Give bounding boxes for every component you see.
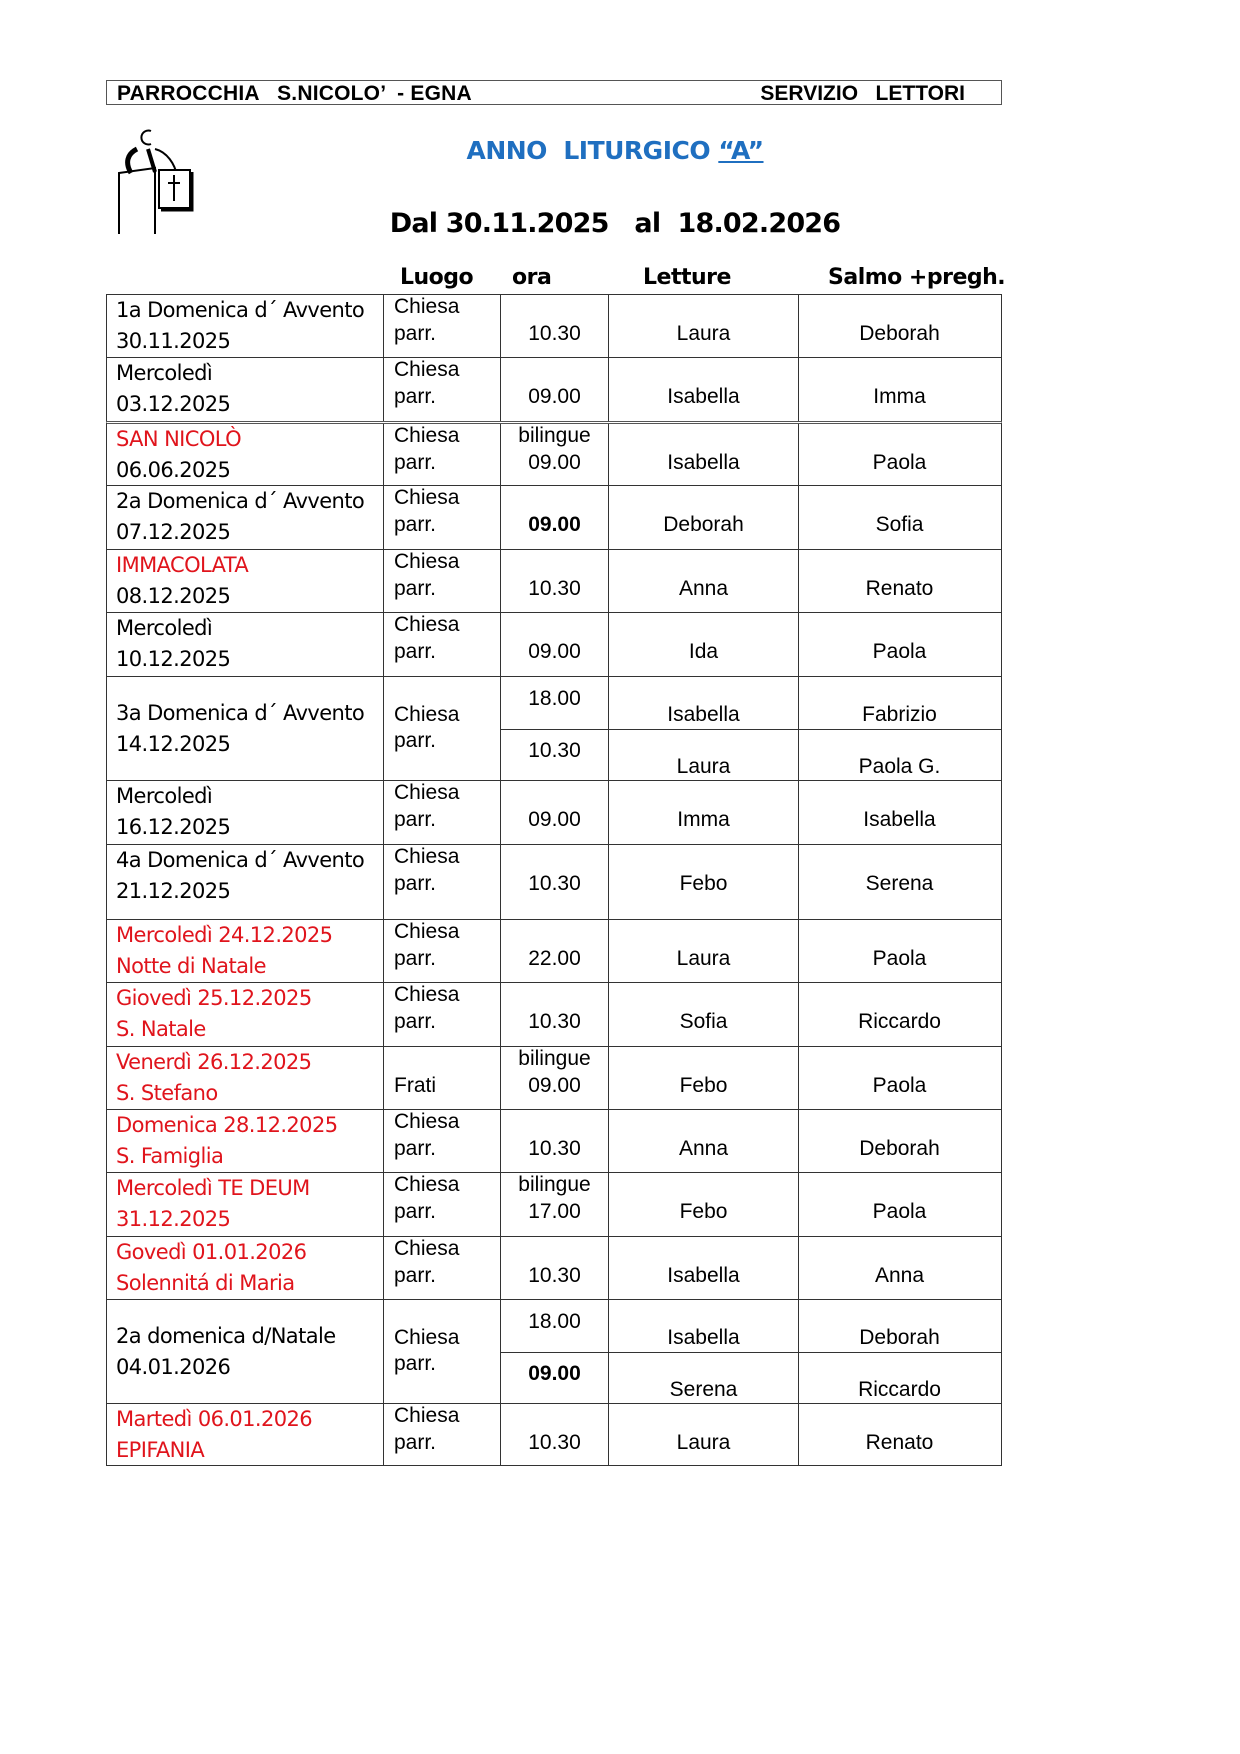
table-row [106, 1109, 1002, 1172]
place-line-1: Chiesa [394, 613, 460, 636]
mass-time: 10.30 [528, 739, 581, 762]
psalm-cell [799, 1237, 1000, 1299]
title-prefix: ANNO LITURGICO [466, 136, 719, 165]
reader-cell [609, 920, 799, 982]
parish-name: PARROCCHIA S.NICOLO’ - EGNA [117, 82, 472, 105]
reader-name: Febo [679, 872, 728, 895]
event-cell [107, 613, 384, 676]
place-cell [384, 677, 501, 780]
place-cell [384, 295, 501, 357]
event-cell [107, 1300, 384, 1403]
event-date: 30.11.2025 [116, 329, 231, 353]
time-cell [501, 1173, 609, 1236]
psalm-reader-name: Imma [873, 385, 926, 408]
mass-time: 10.30 [528, 322, 581, 345]
event-name: 3a Domenica d´ Avvento [116, 701, 365, 725]
psalm-cell [799, 845, 1000, 919]
event-date: 21.12.2025 [116, 879, 231, 903]
place-line-1: Chiesa [394, 486, 460, 509]
event-cell [107, 358, 384, 421]
event-date: 08.12.2025 [116, 584, 231, 608]
table-row [106, 421, 1002, 485]
place-cell [384, 781, 501, 844]
psalm-cell [799, 550, 1000, 612]
language-note: bilingue [518, 1047, 591, 1070]
psalm-reader-name: Paola [872, 1074, 927, 1097]
psalm-cell [799, 781, 1000, 844]
time-cell [501, 1404, 609, 1465]
reader-name: Laura [676, 322, 731, 345]
table-row [106, 294, 1002, 357]
reader-cell [609, 845, 799, 919]
place-line-2: parr. [394, 1352, 437, 1375]
mass-time: 10.30 [528, 577, 581, 600]
event-cell [107, 983, 384, 1046]
time-cell [501, 781, 609, 844]
place-line-1: Chiesa [394, 1404, 460, 1427]
event-name: Martedì 06.01.2026 [116, 1407, 313, 1431]
time-cell [501, 1110, 609, 1172]
reader-cell [609, 550, 799, 612]
psalm-reader-name: Sofia [875, 513, 924, 536]
header-bar [106, 80, 1002, 105]
event-name: 2a Domenica d´ Avvento [116, 489, 365, 513]
time-cell [501, 424, 609, 485]
place-line-1: Chiesa [394, 1326, 460, 1349]
place-cell [384, 1404, 501, 1465]
time-cell [501, 613, 609, 676]
psalm-cell [799, 358, 1000, 421]
place-line-2: parr. [394, 729, 437, 752]
reader-at-lectern-icon [115, 128, 205, 238]
reader-name: Anna [678, 577, 729, 600]
place-line-2: parr. [394, 947, 437, 970]
place-cell [384, 1237, 501, 1299]
place-line-1: Chiesa [394, 424, 460, 447]
event-cell [107, 677, 384, 780]
mass-time: 18.00 [528, 687, 581, 710]
event-name: IMMACOLATA [116, 553, 249, 577]
table-row [106, 1172, 1002, 1236]
reader-name: Serena [669, 1378, 738, 1401]
mass-time: 09.00 [528, 640, 581, 663]
place-line-2: parr. [394, 451, 437, 474]
event-name: Govedì 01.01.2026 [116, 1240, 307, 1264]
reader-cell [609, 1404, 799, 1465]
table-row [106, 612, 1002, 676]
place-cell [384, 613, 501, 676]
place-cell [384, 550, 501, 612]
place-line-2: parr. [394, 1431, 437, 1454]
event-name: 1a Domenica d´ Avvento [116, 298, 365, 322]
psalm-cell [799, 295, 1000, 357]
reader-name: Laura [676, 947, 731, 970]
reader-name: Anna [678, 1137, 729, 1160]
psalm-reader-name: Paola [872, 640, 927, 663]
table-row [106, 549, 1002, 612]
psalm-cell [799, 1110, 1000, 1172]
place-cell [384, 424, 501, 485]
place-line-2: Frati [394, 1074, 436, 1097]
place-cell [384, 1047, 501, 1109]
table-row [106, 919, 1002, 982]
event-date: 10.12.2025 [116, 647, 231, 671]
place-line-1: Chiesa [394, 550, 460, 573]
service-name: SERVIZIO LETTORI [760, 82, 965, 105]
psalm-reader-name: Renato [865, 1431, 934, 1454]
place-cell [384, 1300, 501, 1403]
column-header-ora: ora [512, 265, 552, 290]
time-cell [501, 550, 609, 612]
reader-cell [609, 613, 799, 676]
reader-cell [609, 486, 799, 549]
event-name: Mercoledì [116, 784, 213, 808]
reader-cell [609, 781, 799, 844]
psalm-reader-name: Paola [872, 947, 927, 970]
reader-cell [609, 358, 799, 421]
column-header-salmo: Salmo +pregh. [828, 265, 1006, 290]
language-note: bilingue [518, 1173, 591, 1196]
psalm-cell [799, 1173, 1000, 1236]
place-cell [384, 845, 501, 919]
place-line-2: parr. [394, 322, 437, 345]
psalm-cell [799, 920, 1000, 982]
event-cell [107, 920, 384, 982]
event-cell [107, 781, 384, 844]
place-line-2: parr. [394, 1200, 437, 1223]
mass-time: 18.00 [528, 1310, 581, 1333]
place-line-2: parr. [394, 385, 437, 408]
reader-name: Isabella [667, 703, 740, 726]
psalm-reader-name: Deborah [859, 322, 940, 345]
event-date: 07.12.2025 [116, 520, 231, 544]
psalm-reader-name: Paola [872, 451, 927, 474]
reader-cell [609, 1237, 799, 1299]
place-line-1: Chiesa [394, 983, 460, 1006]
psalm-cell [799, 486, 1000, 549]
event-date: Notte di Natale [116, 954, 266, 978]
psalm-reader-name: Paola G. [858, 755, 941, 778]
event-date: 31.12.2025 [116, 1207, 231, 1231]
place-line-2: parr. [394, 513, 437, 536]
mass-time: 10.30 [528, 1264, 581, 1287]
reader-name: Isabella [667, 385, 740, 408]
psalm-reader-name: Serena [865, 872, 934, 895]
place-line-1: Chiesa [394, 1110, 460, 1133]
mass-time: 10.30 [528, 1431, 581, 1454]
table-row [106, 485, 1002, 549]
place-line-2: parr. [394, 808, 437, 831]
event-name: Mercoledì [116, 616, 213, 640]
mass-time: 09.00 [528, 385, 581, 408]
event-date: Solennitá di Maria [116, 1271, 295, 1295]
reader-cell [609, 1110, 799, 1172]
table-row [106, 357, 1002, 421]
place-line-1: Chiesa [394, 358, 460, 381]
event-name: Giovedì 25.12.2025 [116, 986, 312, 1010]
row-split-divider [501, 1352, 1001, 1353]
psalm-reader-name: Renato [865, 577, 934, 600]
table-row [106, 1236, 1002, 1299]
time-cell [501, 358, 609, 421]
event-cell [107, 1404, 384, 1465]
time-cell [501, 920, 609, 982]
time-cell [501, 845, 609, 919]
psalm-cell [799, 1047, 1000, 1109]
event-name: Mercoledì [116, 361, 213, 385]
reader-name: Isabella [667, 1326, 740, 1349]
place-cell [384, 1173, 501, 1236]
table-row [106, 982, 1002, 1046]
reader-cell [609, 1173, 799, 1236]
event-date: S. Natale [116, 1017, 206, 1041]
psalm-cell [799, 1404, 1000, 1465]
mass-time: 09.00 [528, 513, 581, 536]
place-line-1: Chiesa [394, 920, 460, 943]
column-header-letture: Letture [643, 265, 731, 290]
event-cell [107, 424, 384, 485]
place-line-1: Chiesa [394, 295, 460, 318]
psalm-reader-name: Deborah [859, 1137, 940, 1160]
column-header-luogo: Luogo [400, 265, 474, 290]
event-date: S. Famiglia [116, 1144, 224, 1168]
row-split-divider [501, 729, 1001, 730]
psalm-reader-name: Fabrizio [862, 703, 937, 726]
psalm-cell [799, 424, 1000, 485]
place-line-2: parr. [394, 577, 437, 600]
event-date: 14.12.2025 [116, 732, 231, 756]
event-date: 04.01.2026 [116, 1355, 231, 1379]
psalm-reader-name: Isabella [863, 808, 936, 831]
event-date: S. Stefano [116, 1081, 218, 1105]
reader-name: Sofia [679, 1010, 728, 1033]
event-cell [107, 1173, 384, 1236]
event-date: 03.12.2025 [116, 392, 231, 416]
reader-name: Febo [679, 1074, 728, 1097]
place-cell [384, 1110, 501, 1172]
event-date: 06.06.2025 [116, 458, 231, 482]
psalm-reader-name: Anna [874, 1264, 925, 1287]
reader-name: Imma [677, 808, 730, 831]
psalm-reader-name: Paola [872, 1200, 927, 1223]
table-row [106, 1046, 1002, 1109]
reader-name: Ida [688, 640, 719, 663]
place-cell [384, 920, 501, 982]
language-note: bilingue [518, 424, 591, 447]
place-line-1: Chiesa [394, 781, 460, 804]
mass-time: 09.00 [528, 1362, 581, 1385]
event-cell [107, 845, 384, 919]
event-cell [107, 550, 384, 612]
liturgical-year-title [400, 136, 830, 165]
psalm-cell [799, 983, 1000, 1046]
event-cell [107, 1237, 384, 1299]
event-name: 4a Domenica d´ Avvento [116, 848, 365, 872]
reader-name: Febo [679, 1200, 728, 1223]
event-cell [107, 1110, 384, 1172]
psalm-reader-name: Deborah [859, 1326, 940, 1349]
table-row [106, 780, 1002, 844]
time-cell [501, 983, 609, 1046]
event-cell [107, 486, 384, 549]
place-line-2: parr. [394, 1137, 437, 1160]
event-name: Venerdì 26.12.2025 [116, 1050, 312, 1074]
time-cell [501, 1047, 609, 1109]
place-line-2: parr. [394, 1010, 437, 1033]
table-row [106, 676, 1002, 780]
time-cell [501, 486, 609, 549]
event-date: EPIFANIA [116, 1438, 205, 1462]
reader-name: Isabella [667, 1264, 740, 1287]
reader-cell [609, 424, 799, 485]
place-cell [384, 486, 501, 549]
date-range: Dal 30.11.2025 al 18.02.2026 [389, 208, 841, 239]
mass-time: 09.00 [528, 1074, 581, 1097]
place-line-2: parr. [394, 1264, 437, 1287]
mass-time: 09.00 [528, 451, 581, 474]
place-line-1: Chiesa [394, 845, 460, 868]
place-line-1: Chiesa [394, 703, 460, 726]
mass-time: 17.00 [528, 1200, 581, 1223]
table-row [106, 1299, 1002, 1403]
time-cell [501, 295, 609, 357]
table-row [106, 1403, 1002, 1466]
mass-time: 10.30 [528, 1010, 581, 1033]
event-date: 16.12.2025 [116, 815, 231, 839]
reader-cell [609, 1047, 799, 1109]
psalm-reader-name: Riccardo [858, 1378, 941, 1401]
place-cell [384, 983, 501, 1046]
reader-name: Deborah [663, 513, 744, 536]
reader-name: Isabella [667, 451, 740, 474]
table-row [106, 844, 1002, 919]
reader-name: Laura [676, 755, 731, 778]
mass-time: 22.00 [528, 947, 581, 970]
time-cell [501, 1237, 609, 1299]
reader-name: Laura [676, 1431, 731, 1454]
event-cell [107, 1047, 384, 1109]
event-cell [107, 295, 384, 357]
mass-time: 10.30 [528, 1137, 581, 1160]
place-line-2: parr. [394, 872, 437, 895]
year-letter: “A” [718, 136, 764, 165]
reader-cell [609, 983, 799, 1046]
event-name: Domenica 28.12.2025 [116, 1113, 338, 1137]
place-line-1: Chiesa [394, 1173, 460, 1196]
event-name: 2a domenica d/Natale [116, 1324, 336, 1348]
psalm-cell [799, 613, 1000, 676]
event-name: Mercoledì TE DEUM [116, 1176, 310, 1200]
event-name: Mercoledì 24.12.2025 [116, 923, 333, 947]
reader-cell [609, 295, 799, 357]
psalm-reader-name: Riccardo [858, 1010, 941, 1033]
place-line-2: parr. [394, 640, 437, 663]
mass-time: 09.00 [528, 808, 581, 831]
place-line-1: Chiesa [394, 1237, 460, 1260]
place-cell [384, 358, 501, 421]
event-name: SAN NICOLÒ [116, 427, 242, 451]
mass-time: 10.30 [528, 872, 581, 895]
